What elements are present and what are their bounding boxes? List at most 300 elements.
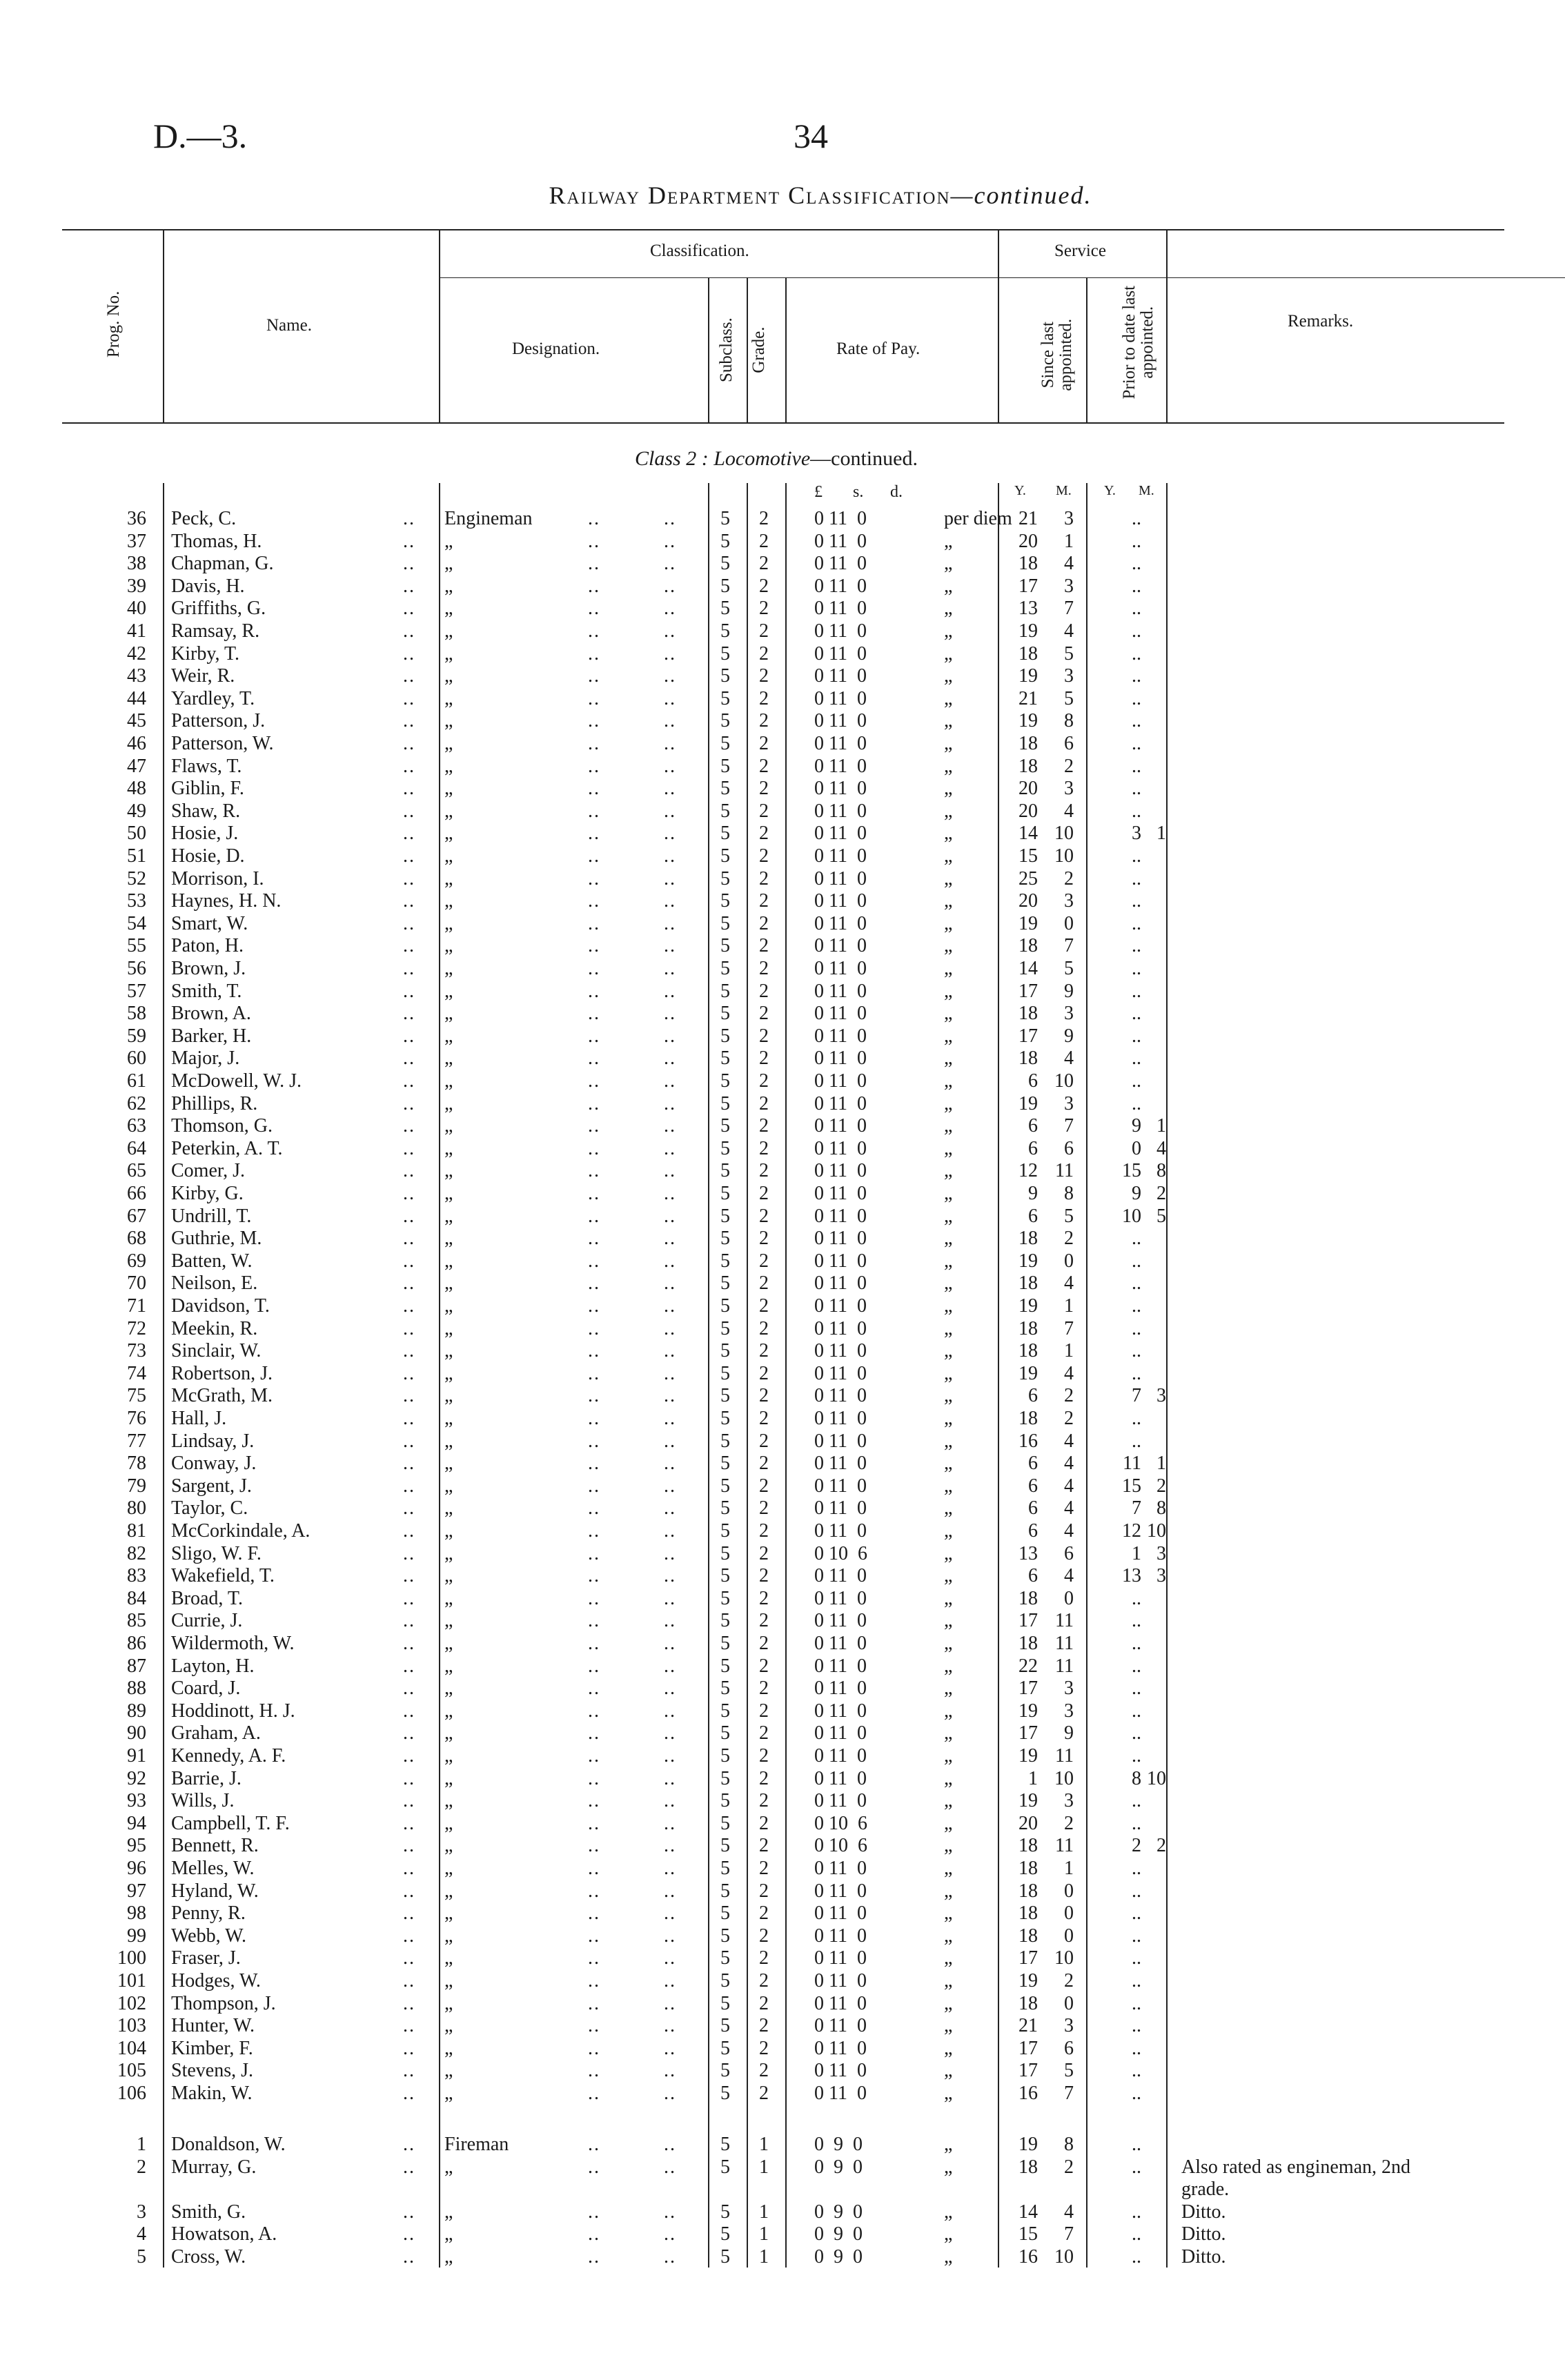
designation-cell: „ (444, 1992, 453, 2014)
rate-of-pay-cell: 0 11 0 (814, 1137, 867, 1159)
prior-months-cell: 1 (1156, 1115, 1166, 1137)
table-row (0, 1228, 1565, 1250)
section-class: Class 2 : (635, 447, 709, 470)
pay-unit-cell: „ (944, 1542, 953, 1564)
unit-pound: £ (814, 483, 823, 501)
name-cell: Meekin, R. (171, 1317, 258, 1339)
name-cell: McCorkindale, A. (171, 1520, 311, 1542)
prior-years-cell: 7 (1132, 1497, 1141, 1520)
prior-years-cell: .. (1132, 1880, 1141, 1902)
designation-cell: „ (444, 980, 453, 1002)
name-cell: Thomas, H. (171, 530, 262, 552)
since-years-cell: 17 (1018, 1947, 1038, 1969)
since-months-cell: 11 (1055, 1655, 1074, 1677)
leader-dots: .. (664, 1160, 676, 1182)
subclass-cell: 5 (720, 912, 730, 934)
since-years-cell: 18 (1018, 2156, 1038, 2178)
since-months-cell: 4 (1064, 2201, 1074, 2223)
grade-cell: 2 (759, 508, 769, 529)
pay-unit-cell: „ (944, 1722, 953, 1744)
rate-of-pay-cell: 0 11 0 (814, 1858, 867, 1879)
name-cell: Cross, W. (171, 2246, 246, 2268)
leader-dots: .. (664, 1587, 676, 1609)
subclass-cell: 5 (720, 2037, 730, 2059)
rate-of-pay-cell: 0 11 0 (814, 1228, 867, 1250)
subclass-cell: 5 (720, 800, 730, 822)
leader-dots: .. (403, 2223, 415, 2245)
prior-years-cell: .. (1132, 912, 1141, 934)
table-row (0, 1295, 1565, 1318)
leader-dots: .. (588, 1565, 600, 1587)
table-row (0, 1588, 1565, 1611)
leader-dots: .. (403, 755, 415, 777)
leader-dots: .. (664, 1655, 676, 1677)
table-row (0, 1430, 1565, 1453)
name-cell: Broad, T. (171, 1587, 243, 1609)
name-cell: Kirby, T. (171, 642, 240, 665)
name-cell: Patterson, J. (171, 710, 266, 732)
prog-no-cell: 47 (127, 755, 146, 777)
grade-cell: 2 (759, 1700, 769, 1722)
leader-dots: .. (664, 1722, 676, 1744)
prior-years-cell: .. (1132, 1250, 1141, 1272)
prior-years-cell: .. (1132, 733, 1141, 754)
name-cell: Currie, J. (171, 1610, 243, 1632)
since-years-cell: 15 (1018, 845, 1038, 867)
leader-dots: .. (588, 1408, 600, 1429)
prog-no-cell: 78 (127, 1453, 146, 1475)
rate-of-pay-cell: 0 11 0 (814, 1790, 867, 1812)
designation-cell: „ (444, 598, 453, 620)
prog-no-cell: 94 (127, 1812, 146, 1834)
grade-cell: 1 (759, 2134, 769, 2155)
pay-unit-cell: „ (944, 800, 953, 822)
table-row (0, 2201, 1565, 2224)
leader-dots: .. (664, 1092, 676, 1114)
name-cell: Smith, T. (171, 980, 242, 1002)
leader-dots: .. (664, 1812, 676, 1834)
page-identifier: D.—3. (153, 117, 248, 155)
since-months-cell: 1 (1064, 530, 1074, 552)
name-cell: Morrison, I. (171, 867, 264, 889)
grade-cell: 2 (759, 642, 769, 665)
leader-dots: .. (588, 890, 600, 912)
prior-years-cell: .. (1132, 2223, 1141, 2245)
leader-dots: .. (403, 2156, 415, 2178)
leader-dots: .. (664, 1228, 676, 1250)
title-main: Railway Department Classification (549, 181, 951, 209)
grade-cell: 2 (759, 553, 769, 575)
name-cell: Undrill, T. (171, 1205, 252, 1227)
since-months-cell: 7 (1064, 1115, 1074, 1137)
leader-dots: .. (403, 1633, 415, 1654)
name-cell: Kirby, G. (171, 1183, 244, 1204)
leader-dots: .. (664, 1272, 676, 1295)
prior-months-cell: 10 (1147, 1520, 1166, 1542)
leader-dots: .. (664, 1340, 676, 1362)
name-cell: Penny, R. (171, 1902, 246, 1925)
prog-no-cell: 69 (127, 1250, 146, 1272)
leader-dots: .. (403, 1722, 415, 1744)
prior-years-cell: .. (1132, 1992, 1141, 2014)
grade-cell: 2 (759, 800, 769, 822)
pay-unit-cell: „ (944, 1633, 953, 1654)
subclass-cell: 5 (720, 2015, 730, 2037)
rate-of-pay-cell: 0 11 0 (814, 1655, 867, 1677)
subclass-cell: 5 (720, 1655, 730, 1677)
prog-no-cell: 40 (127, 598, 146, 620)
table-row (0, 1206, 1565, 1228)
grade-cell: 2 (759, 1317, 769, 1339)
since-years-cell: 20 (1018, 1812, 1038, 1834)
designation-cell: „ (444, 755, 453, 777)
grade-cell: 2 (759, 1475, 769, 1497)
prog-no-cell: 50 (127, 823, 146, 845)
prior-months-cell: 2 (1156, 1183, 1166, 1204)
designation-cell: „ (444, 665, 453, 687)
pay-unit-cell: „ (944, 1947, 953, 1969)
prior-years-cell: .. (1132, 2156, 1141, 2178)
leader-dots: .. (403, 1790, 415, 1812)
since-years-cell: 9 (1028, 1183, 1038, 1204)
name-cell: Hall, J. (171, 1408, 227, 1429)
since-years-cell: 16 (1018, 1430, 1038, 1452)
subclass-cell: 5 (720, 1070, 730, 1092)
grade-cell: 2 (759, 1880, 769, 1902)
designation-cell: „ (444, 958, 453, 979)
table-row (0, 2179, 1565, 2201)
table-row (0, 1902, 1565, 1925)
prog-no-cell: 70 (127, 1272, 146, 1295)
table-row (0, 1768, 1565, 1791)
designation-cell: „ (444, 1115, 453, 1137)
grade-cell: 2 (759, 1250, 769, 1272)
designation-cell: „ (444, 912, 453, 934)
leader-dots: .. (403, 1453, 415, 1475)
pay-unit-cell: „ (944, 530, 953, 552)
leader-dots: .. (588, 845, 600, 867)
prog-no-cell: 3 (137, 2201, 146, 2223)
leader-dots: .. (588, 530, 600, 552)
prog-no-cell: 51 (127, 845, 146, 867)
table-row (0, 1025, 1565, 1048)
prog-no-cell: 79 (127, 1475, 146, 1497)
leader-dots: .. (588, 1160, 600, 1182)
rate-of-pay-cell: 0 11 0 (814, 980, 867, 1002)
table-row (0, 2083, 1565, 2105)
pay-unit-cell: „ (944, 1317, 953, 1339)
designation-cell: „ (444, 575, 453, 597)
since-months-cell: 5 (1064, 687, 1074, 709)
prior-months-cell: 8 (1156, 1160, 1166, 1182)
designation-cell: „ (444, 1160, 453, 1182)
prog-no-cell: 87 (127, 1655, 146, 1677)
prog-no-cell: 44 (127, 687, 146, 709)
table-row (0, 1880, 1565, 1903)
name-cell: Kimber, F. (171, 2037, 253, 2059)
since-months-cell: 4 (1064, 1497, 1074, 1520)
designation-cell: „ (444, 1812, 453, 1834)
designation-cell: „ (444, 733, 453, 754)
pay-unit-cell: „ (944, 1295, 953, 1317)
prior-years-cell: 15 (1122, 1475, 1141, 1497)
prior-years-cell: .. (1132, 2083, 1141, 2104)
prior-months-cell: 3 (1156, 1565, 1166, 1587)
leader-dots: .. (664, 2083, 676, 2104)
table-row (0, 823, 1565, 845)
prog-no-cell: 64 (127, 1137, 146, 1159)
rate-of-pay-cell: 0 11 0 (814, 1070, 867, 1092)
since-months-cell: 8 (1064, 2134, 1074, 2155)
leader-dots: .. (403, 598, 415, 620)
table-row (0, 1655, 1565, 1678)
prog-no-cell: 53 (127, 890, 146, 912)
rate-of-pay-cell: 0 11 0 (814, 1767, 867, 1789)
leader-dots: .. (664, 2037, 676, 2059)
designation-cell: „ (444, 1070, 453, 1092)
prog-no-cell: 104 (117, 2037, 146, 2059)
rate-of-pay-cell: 0 10 6 (814, 1812, 867, 1834)
since-years-cell: 6 (1028, 1385, 1038, 1407)
prog-no-cell: 71 (127, 1295, 146, 1317)
prior-years-cell: .. (1132, 1025, 1141, 1047)
pay-unit-cell: „ (944, 2015, 953, 2037)
rate-of-pay-cell: 0 11 0 (814, 1880, 867, 1902)
rate-of-pay-cell: 0 11 0 (814, 1722, 867, 1744)
table-row (0, 576, 1565, 598)
pay-unit-cell: „ (944, 958, 953, 979)
since-months-cell: 3 (1064, 665, 1074, 687)
leader-dots: .. (588, 1880, 600, 1902)
table-row (0, 508, 1565, 531)
header-designation: Designation. (512, 340, 600, 358)
name-cell: Sinclair, W. (171, 1340, 262, 1362)
prior-years-cell: 1 (1132, 1542, 1141, 1564)
since-years-cell: 18 (1018, 553, 1038, 575)
since-years-cell: 19 (1018, 1745, 1038, 1767)
header-prior-to-date: Prior to date last appointed. (1119, 285, 1156, 400)
grade-cell: 2 (759, 1587, 769, 1609)
grade-cell: 2 (759, 1385, 769, 1407)
since-months-cell: 6 (1064, 2037, 1074, 2059)
since-months-cell: 10 (1054, 1767, 1074, 1789)
name-cell: Neilson, E. (171, 1272, 258, 1295)
rate-of-pay-cell: 0 11 0 (814, 912, 867, 934)
prog-no-cell: 54 (127, 912, 146, 934)
subclass-cell: 5 (720, 1362, 730, 1384)
leader-dots: .. (588, 2246, 600, 2268)
designation-cell: „ (444, 1430, 453, 1452)
leader-dots: .. (403, 530, 415, 552)
remarks-cell: Ditto. (1181, 2201, 1226, 2223)
pay-unit-cell: „ (944, 823, 953, 845)
prior-years-cell: 15 (1122, 1160, 1141, 1182)
since-years-cell: 6 (1028, 1070, 1038, 1092)
grade-cell: 2 (759, 1115, 769, 1137)
designation-cell: „ (444, 530, 453, 552)
rate-of-pay-cell: 0 11 0 (814, 823, 867, 845)
since-months-cell: 11 (1055, 1745, 1074, 1767)
designation-cell: „ (444, 1137, 453, 1159)
rate-of-pay-cell: 0 11 0 (814, 1362, 867, 1384)
prior-years-cell: .. (1132, 2134, 1141, 2155)
since-years-cell: 22 (1018, 1655, 1038, 1677)
prior-years-cell: 10 (1122, 1205, 1141, 1227)
since-months-cell: 11 (1055, 1835, 1074, 1857)
leader-dots: .. (588, 1520, 600, 1542)
grade-cell: 2 (759, 1025, 769, 1047)
since-years-cell: 18 (1018, 935, 1038, 957)
leader-dots: .. (588, 2083, 600, 2104)
designation-cell: „ (444, 935, 453, 957)
since-years-cell: 6 (1028, 1115, 1038, 1137)
leader-dots: .. (664, 1767, 676, 1789)
since-years-cell: 18 (1018, 1272, 1038, 1295)
grade-cell: 2 (759, 1970, 769, 1991)
leader-dots: .. (664, 1745, 676, 1767)
rate-of-pay-cell: 0 11 0 (814, 710, 867, 732)
leader-dots: .. (403, 1970, 415, 1991)
subclass-cell: 5 (720, 1880, 730, 1902)
pay-unit-cell: „ (944, 687, 953, 709)
prog-no-cell: 76 (127, 1408, 146, 1429)
since-months-cell: 0 (1064, 1925, 1074, 1947)
prior-years-cell: .. (1132, 1048, 1141, 1070)
table-row (0, 710, 1565, 733)
leader-dots: .. (403, 1655, 415, 1677)
leader-dots: .. (403, 1070, 415, 1092)
pay-unit-cell: „ (944, 2223, 953, 2245)
pay-unit-cell: „ (944, 1160, 953, 1182)
prog-no-cell: 36 (127, 508, 146, 529)
since-months-cell: 4 (1064, 1565, 1074, 1587)
prior-months-cell: 8 (1156, 1497, 1166, 1520)
grade-cell: 2 (759, 1228, 769, 1250)
name-cell: Conway, J. (171, 1453, 257, 1475)
leader-dots: .. (664, 1992, 676, 2014)
section-continued: —continued. (810, 447, 918, 470)
leader-dots: .. (403, 800, 415, 822)
table-row (0, 1790, 1565, 1813)
leader-dots: .. (588, 2201, 600, 2223)
prog-no-cell: 65 (127, 1160, 146, 1182)
leader-dots: .. (664, 935, 676, 957)
leader-dots: .. (403, 1092, 415, 1114)
rate-of-pay-cell: 0 11 0 (814, 800, 867, 822)
since-months-cell: 3 (1064, 1678, 1074, 1700)
leader-dots: .. (588, 980, 600, 1002)
since-years-cell: 15 (1018, 2223, 1038, 2245)
prog-no-cell: 43 (127, 665, 146, 687)
col-rule (163, 229, 164, 422)
grade-cell: 2 (759, 1340, 769, 1362)
name-cell: Giblin, F. (171, 778, 244, 800)
prog-no-cell: 72 (127, 1317, 146, 1339)
pay-unit-cell: „ (944, 1183, 953, 1204)
subclass-cell: 5 (720, 733, 730, 754)
table-row (0, 643, 1565, 666)
grade-cell: 2 (759, 1160, 769, 1182)
subclass-cell: 5 (720, 1453, 730, 1475)
since-months-cell: 9 (1064, 1025, 1074, 1047)
prior-years-cell: .. (1132, 958, 1141, 979)
leader-dots: .. (664, 2134, 676, 2155)
subclass-cell: 5 (720, 1250, 730, 1272)
pay-unit-cell: per diem (944, 508, 1012, 529)
name-cell: Peck, C. (171, 508, 237, 529)
rate-of-pay-cell: 0 11 0 (814, 1160, 867, 1182)
leader-dots: .. (403, 1272, 415, 1295)
rate-of-pay-cell: 0 11 0 (814, 1520, 867, 1542)
subclass-cell: 5 (720, 1205, 730, 1227)
prior-years-cell: .. (1132, 1070, 1141, 1092)
leader-dots: .. (664, 1317, 676, 1339)
prog-no-cell: 60 (127, 1048, 146, 1070)
subclass-cell: 5 (720, 1092, 730, 1114)
name-cell: Wildermoth, W. (171, 1633, 295, 1654)
since-years-cell: 18 (1018, 642, 1038, 665)
name-cell: Hyland, W. (171, 1880, 259, 1902)
designation-cell: „ (444, 687, 453, 709)
prog-no-cell: 89 (127, 1700, 146, 1722)
grade-cell: 2 (759, 1408, 769, 1429)
grade-cell: 2 (759, 2037, 769, 2059)
since-years-cell: 6 (1028, 1565, 1038, 1587)
name-cell: McDowell, W. J. (171, 1070, 302, 1092)
since-months-cell: 4 (1064, 620, 1074, 642)
subclass-cell: 5 (720, 553, 730, 575)
rate-of-pay-cell: 0 11 0 (814, 1317, 867, 1339)
since-months-cell: 7 (1064, 935, 1074, 957)
pay-unit-cell: „ (944, 1250, 953, 1272)
table-row (0, 756, 1565, 778)
since-years-cell: 18 (1018, 1003, 1038, 1025)
prog-no-cell: 63 (127, 1115, 146, 1137)
pay-unit-cell: „ (944, 1902, 953, 1925)
rate-of-pay-cell: 0 11 0 (814, 1475, 867, 1497)
prior-years-cell: .. (1132, 1678, 1141, 1700)
designation-cell: „ (444, 1587, 453, 1609)
prog-no-cell: 81 (127, 1520, 146, 1542)
since-years-cell: 19 (1018, 1970, 1038, 1991)
prog-no-cell: 41 (127, 620, 146, 642)
since-years-cell: 19 (1018, 1250, 1038, 1272)
leader-dots: .. (403, 1317, 415, 1339)
name-cell: Taylor, C. (171, 1497, 248, 1520)
leader-dots: .. (588, 1745, 600, 1767)
leader-dots: .. (588, 1340, 600, 1362)
leader-dots: .. (403, 1767, 415, 1789)
since-months-cell: 7 (1064, 1317, 1074, 1339)
leader-dots: .. (588, 733, 600, 754)
since-months-cell: 0 (1064, 1587, 1074, 1609)
leader-dots: .. (664, 620, 676, 642)
col-rule (708, 277, 709, 422)
designation-cell: „ (444, 1453, 453, 1475)
leader-dots: .. (403, 2134, 415, 2155)
since-months-cell: 4 (1064, 1520, 1074, 1542)
rate-of-pay-cell: 0 9 0 (814, 2223, 863, 2245)
name-cell: Yardley, T. (171, 687, 255, 709)
header-subclass: Subclass. (716, 317, 736, 382)
since-months-cell: 1 (1064, 1858, 1074, 1879)
grade-cell: 2 (759, 845, 769, 867)
grade-cell: 2 (759, 1858, 769, 1879)
grade-cell: 1 (759, 2246, 769, 2268)
leader-dots: .. (588, 958, 600, 979)
leader-dots: .. (664, 1970, 676, 1991)
section-locomotive: Locomotive (713, 447, 811, 470)
